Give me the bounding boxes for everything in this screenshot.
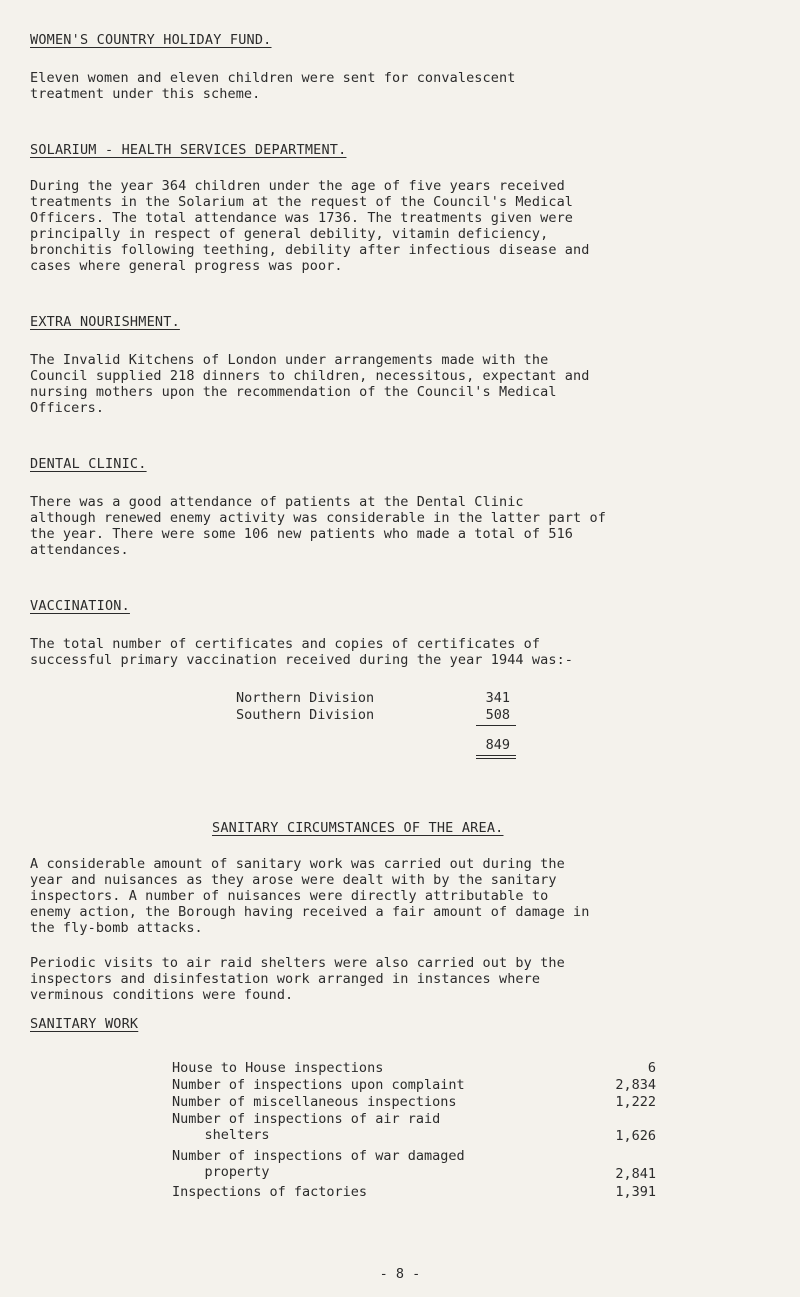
vaccination-row-value: 508 bbox=[485, 707, 510, 723]
page-number: - 8 - bbox=[379, 1266, 421, 1282]
sanitary-work-value: 1,391 bbox=[615, 1184, 656, 1200]
sanitary-work-label: House to House inspections bbox=[172, 1060, 384, 1076]
vaccination-row-label: Northern Division bbox=[236, 690, 375, 706]
subtotal-rule bbox=[476, 725, 516, 726]
sanitary-work-label: Number of inspections upon complaint bbox=[172, 1077, 465, 1093]
sanitary-work-value: 1,626 bbox=[615, 1128, 656, 1144]
heading-extra-nourishment: EXTRA NOURISHMENT. bbox=[30, 314, 180, 330]
paragraph-dental-clinic: There was a good attendance of patients at the Dental Clinic although renewed enemy activity was considerable in the latter part of the year. There were some 106 new patients who made a total of 516 attendances. bbox=[30, 494, 606, 558]
heading-womens-country-holiday-fund: WOMEN'S COUNTRY HOLIDAY FUND. bbox=[30, 32, 272, 48]
paragraph-sanitary-circumstances: A considerable amount of sanitary work was carried out during the year and nuisances as they arose were dealt with by the sanitary inspectors. A number of nuisances were directly attributable to enemy action, the Borough having received a fair amount of damage in the fly-bomb attacks. bbox=[30, 856, 590, 936]
sanitary-work-label: Number of miscellaneous inspections bbox=[172, 1094, 457, 1110]
heading-sanitary-work: SANITARY WORK bbox=[30, 1016, 139, 1032]
paragraph-womens-fund: Eleven women and eleven children were sent for convalescent treatment under this scheme. bbox=[30, 70, 516, 102]
paragraph-solarium: During the year 364 children under the age of five years received treatments in the Solarium at the request of the Council's Medical Officers. The total attendance was 1736. The treatments given were principally in respect of general debility, vitamin deficiency, bronchitis following teething, debility after infectious disease and cases where general progress was poor. bbox=[30, 178, 590, 274]
paragraph-extra-nourishment: The Invalid Kitchens of London under arrangements made with the Council supplied 218 dinners to children, necessitous, expectant and nursing mothers upon the recommendation of the Council's Medical Officers. bbox=[30, 352, 590, 416]
total-double-rule bbox=[476, 758, 516, 759]
sanitary-work-label: Number of inspections of air raid shelters bbox=[172, 1111, 441, 1143]
sanitary-work-label: Inspections of factories bbox=[172, 1184, 368, 1200]
paragraph-air-raid-shelters: Periodic visits to air raid shelters were also carried out by the inspectors and disinfestation work arranged in instances where verminous conditions were found. bbox=[30, 955, 565, 1003]
sanitary-work-value: 2,834 bbox=[615, 1077, 656, 1093]
vaccination-row-label: Southern Division bbox=[236, 707, 375, 723]
paragraph-vaccination: The total number of certificates and copies of certificates of successful primary vaccination received during the year 1944 was:- bbox=[30, 636, 574, 668]
sanitary-work-value: 2,841 bbox=[615, 1166, 656, 1182]
sanitary-work-label: Number of inspections of war damaged property bbox=[172, 1148, 465, 1180]
sanitary-work-value: 6 bbox=[647, 1060, 656, 1076]
heading-vaccination: VACCINATION. bbox=[30, 598, 130, 614]
vaccination-row-value: 341 bbox=[485, 690, 510, 706]
heading-solarium: SOLARIUM - HEALTH SERVICES DEPARTMENT. bbox=[30, 142, 347, 158]
sanitary-work-value: 1,222 bbox=[615, 1094, 656, 1110]
total-double-rule bbox=[476, 755, 516, 756]
heading-sanitary-circumstances: SANITARY CIRCUMSTANCES OF THE AREA. bbox=[212, 820, 504, 836]
heading-dental-clinic: DENTAL CLINIC. bbox=[30, 456, 147, 472]
vaccination-total: 849 bbox=[485, 737, 510, 753]
